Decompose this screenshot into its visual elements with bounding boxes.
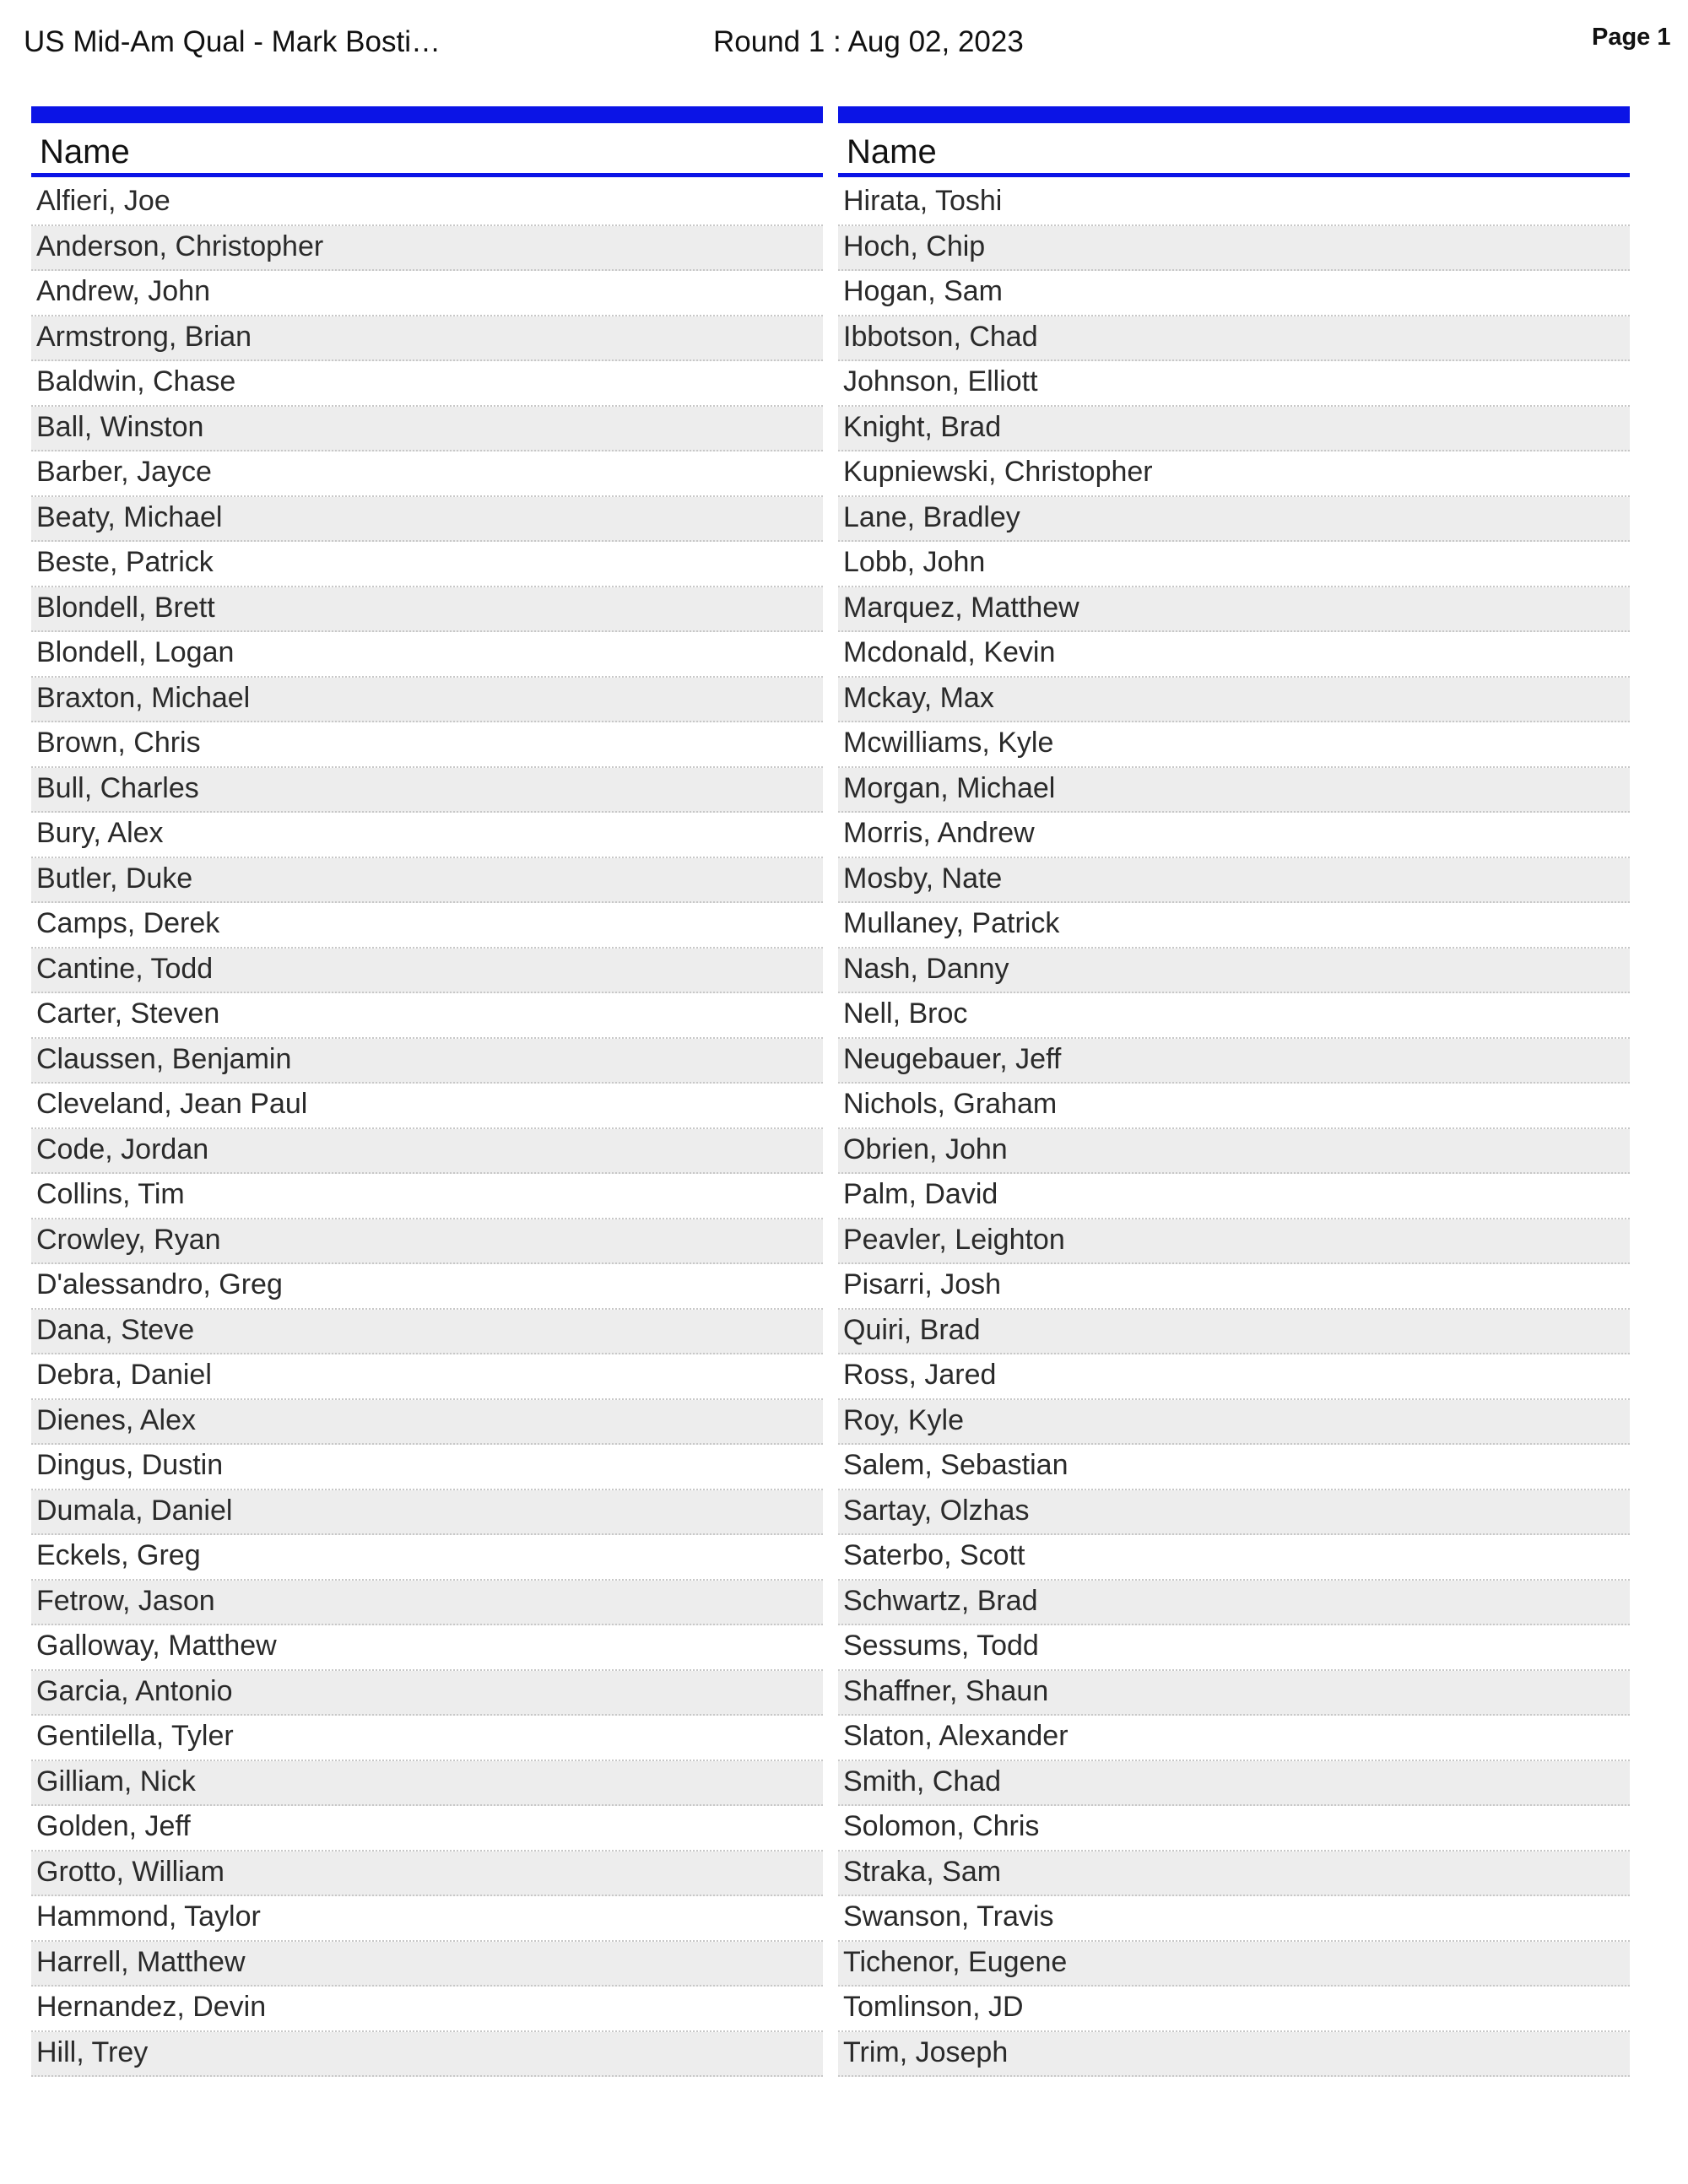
player-name: Mckay, Max [843,681,994,714]
player-name: Armstrong, Brian [36,320,252,353]
name-row [838,2032,1630,2078]
player-name: Dana, Steve [36,1313,195,1346]
name-row [838,813,1630,858]
name-row [838,768,1630,814]
player-name: Nash, Danny [843,952,1009,985]
name-row [838,1219,1630,1265]
player-name: Peavler, Leighton [843,1223,1065,1256]
name-row [838,497,1630,543]
player-name: Neugebauer, Jeff [843,1042,1062,1075]
player-name: Ross, Jared [843,1359,997,1391]
name-row [31,1310,823,1355]
name-row [838,949,1630,994]
name-row [838,1264,1630,1310]
name-row [838,1174,1630,1219]
player-name: Nichols, Graham [843,1088,1058,1120]
name-row [31,678,823,723]
name-row [31,1852,823,1897]
name-row [31,1354,823,1400]
name-row [838,181,1630,226]
name-row [31,1942,823,1987]
name-row [31,361,823,407]
player-name: Garcia, Antonio [36,1674,233,1707]
column-header-label: Name [847,133,937,170]
name-row [31,1535,823,1581]
name-row [838,903,1630,949]
name-row [31,1039,823,1084]
name-list [838,181,1630,2077]
name-row [31,497,823,543]
name-row [31,1219,823,1265]
name-row [838,1852,1630,1897]
player-name: Gilliam, Nick [36,1765,196,1797]
player-name: Ibbotson, Chad [843,320,1038,353]
player-name: Hammond, Taylor [36,1900,261,1933]
column-header [31,123,823,177]
player-name: Smith, Chad [843,1765,1002,1797]
name-row [838,1400,1630,1446]
name-row [31,1761,823,1807]
name-row [838,858,1630,904]
name-column-left [31,106,823,2077]
name-row [838,1942,1630,1987]
name-row [838,226,1630,272]
player-name: Schwartz, Brad [843,1584,1038,1617]
player-name: Nell, Broc [843,997,968,1030]
name-row [31,181,823,226]
name-row [31,271,823,316]
player-name: Kupniewski, Christopher [843,456,1153,488]
name-row [31,1084,823,1129]
player-name: Blondell, Logan [36,636,235,668]
player-name: Sessums, Todd [843,1630,1039,1662]
name-row [838,1987,1630,2032]
name-row [838,587,1630,633]
player-name: Collins, Tim [36,1178,185,1210]
player-name: Shaffner, Shaun [843,1674,1049,1707]
player-name: Morgan, Michael [843,771,1056,804]
name-row [838,1129,1630,1175]
event-title: US Mid-Am Qual - Mark Bosti… [24,25,441,58]
player-name: Tichenor, Eugene [843,1945,1068,1978]
name-list [31,181,823,2077]
player-name: Bull, Charles [36,771,199,804]
name-row [31,316,823,362]
name-row [838,1625,1630,1671]
player-name: Palm, David [843,1178,998,1210]
player-name: Hirata, Toshi [843,185,1003,217]
name-row [31,1490,823,1536]
player-name: Eckels, Greg [36,1539,201,1571]
column-header-label: Name [40,133,130,170]
player-name: Mullaney, Patrick [843,907,1060,939]
player-name: Johnson, Elliott [843,365,1038,397]
name-row [31,1625,823,1671]
player-name: Hogan, Sam [843,275,1003,307]
name-row [31,1581,823,1626]
name-row [838,993,1630,1039]
name-row [31,722,823,768]
player-name: Cantine, Todd [36,952,214,985]
player-name: Gentilella, Tyler [36,1720,234,1752]
player-name: Solomon, Chris [843,1810,1040,1842]
player-name: Mcwilliams, Kyle [843,727,1054,759]
player-name: Slaton, Alexander [843,1720,1069,1752]
name-row [838,1806,1630,1852]
name-row [838,1581,1630,1626]
player-name: Blondell, Brett [36,591,215,624]
name-row [31,1129,823,1175]
player-name: Dingus, Dustin [36,1449,224,1481]
player-name: Dienes, Alex [36,1403,196,1436]
name-row [838,1896,1630,1942]
name-row [838,451,1630,497]
name-row [838,1535,1630,1581]
player-name: Fetrow, Jason [36,1584,215,1617]
player-name: Salem, Sebastian [843,1449,1069,1481]
name-row [838,678,1630,723]
name-row [31,1716,823,1761]
name-row [31,1445,823,1490]
player-name: Mosby, Nate [843,862,1003,895]
player-name: Butler, Duke [36,862,193,895]
player-name: Hernandez, Devin [36,1991,267,2023]
name-row [31,949,823,994]
player-name: Andrew, John [36,275,211,307]
player-name: Roy, Kyle [843,1403,964,1436]
player-name: Tomlinson, JD [843,1991,1024,2023]
name-row [838,1310,1630,1355]
player-name: Grotto, William [36,1855,225,1888]
player-name: Brown, Chris [36,727,201,759]
name-row [31,1987,823,2032]
player-name: Baldwin, Chase [36,365,236,397]
name-row [838,632,1630,678]
name-row [838,722,1630,768]
name-row [31,1174,823,1219]
name-row [838,1445,1630,1490]
player-name: Quiri, Brad [843,1313,981,1346]
player-name: Hill, Trey [36,2035,149,2068]
player-name: Dumala, Daniel [36,1494,233,1527]
player-name: Saterbo, Scott [843,1539,1025,1571]
player-name: Ball, Winston [36,410,204,443]
player-name: Alfieri, Joe [36,185,170,217]
round-date: Round 1 : Aug 02, 2023 [713,25,1024,58]
player-name: Camps, Derek [36,907,220,939]
name-row [31,1806,823,1852]
player-name: Hoch, Chip [843,230,986,262]
player-name: Carter, Steven [36,997,220,1030]
name-row [838,1716,1630,1761]
name-row [31,632,823,678]
name-row [31,226,823,272]
player-name: D'alessandro, Greg [36,1268,283,1300]
name-row [31,451,823,497]
name-row [838,1490,1630,1536]
name-row [31,1896,823,1942]
player-name: Sartay, Olzhas [843,1494,1030,1527]
player-name: Galloway, Matthew [36,1630,277,1662]
column-accent-bar [31,106,823,123]
player-name: Straka, Sam [843,1855,1002,1888]
player-name: Claussen, Benjamin [36,1042,292,1075]
name-row [31,903,823,949]
name-row [838,1671,1630,1716]
player-name: Pisarri, Josh [843,1268,1002,1300]
player-name: Marquez, Matthew [843,591,1079,624]
player-name: Barber, Jayce [36,456,212,488]
player-name: Beste, Patrick [36,546,214,578]
name-row [31,2032,823,2078]
name-row [31,993,823,1039]
name-row [838,361,1630,407]
name-row [838,271,1630,316]
name-row [838,1039,1630,1084]
name-row [838,1761,1630,1807]
column-header [838,123,1630,177]
player-name: Crowley, Ryan [36,1223,221,1256]
player-name: Swanson, Travis [843,1900,1054,1933]
name-column-right [838,106,1630,2077]
name-row [838,316,1630,362]
name-row [31,858,823,904]
player-name: Braxton, Michael [36,681,251,714]
player-name: Mcdonald, Kevin [843,636,1056,668]
player-name: Trim, Joseph [843,2035,1009,2068]
column-accent-bar [838,106,1630,123]
name-row [838,1354,1630,1400]
player-name: Debra, Daniel [36,1359,212,1391]
name-row [31,1400,823,1446]
player-name: Anderson, Christopher [36,230,324,262]
player-name: Code, Jordan [36,1133,209,1165]
player-name: Beaty, Michael [36,500,223,533]
player-name: Harrell, Matthew [36,1945,246,1978]
name-row [31,1264,823,1310]
player-name: Golden, Jeff [36,1810,191,1842]
name-row [31,1671,823,1716]
name-row [838,1084,1630,1129]
player-name: Obrien, John [843,1133,1008,1165]
name-row [838,407,1630,452]
player-name: Morris, Andrew [843,817,1035,849]
page-header [0,25,1688,68]
name-row [31,407,823,452]
player-name: Knight, Brad [843,410,1002,443]
name-row [31,587,823,633]
player-name: Lobb, John [843,546,986,578]
name-row [31,768,823,814]
player-name: Bury, Alex [36,817,164,849]
player-name: Lane, Bradley [843,500,1020,533]
name-row [31,542,823,587]
player-name: Cleveland, Jean Paul [36,1088,308,1120]
name-row [31,813,823,858]
page-number: Page 1 [1592,24,1671,51]
name-row [838,542,1630,587]
